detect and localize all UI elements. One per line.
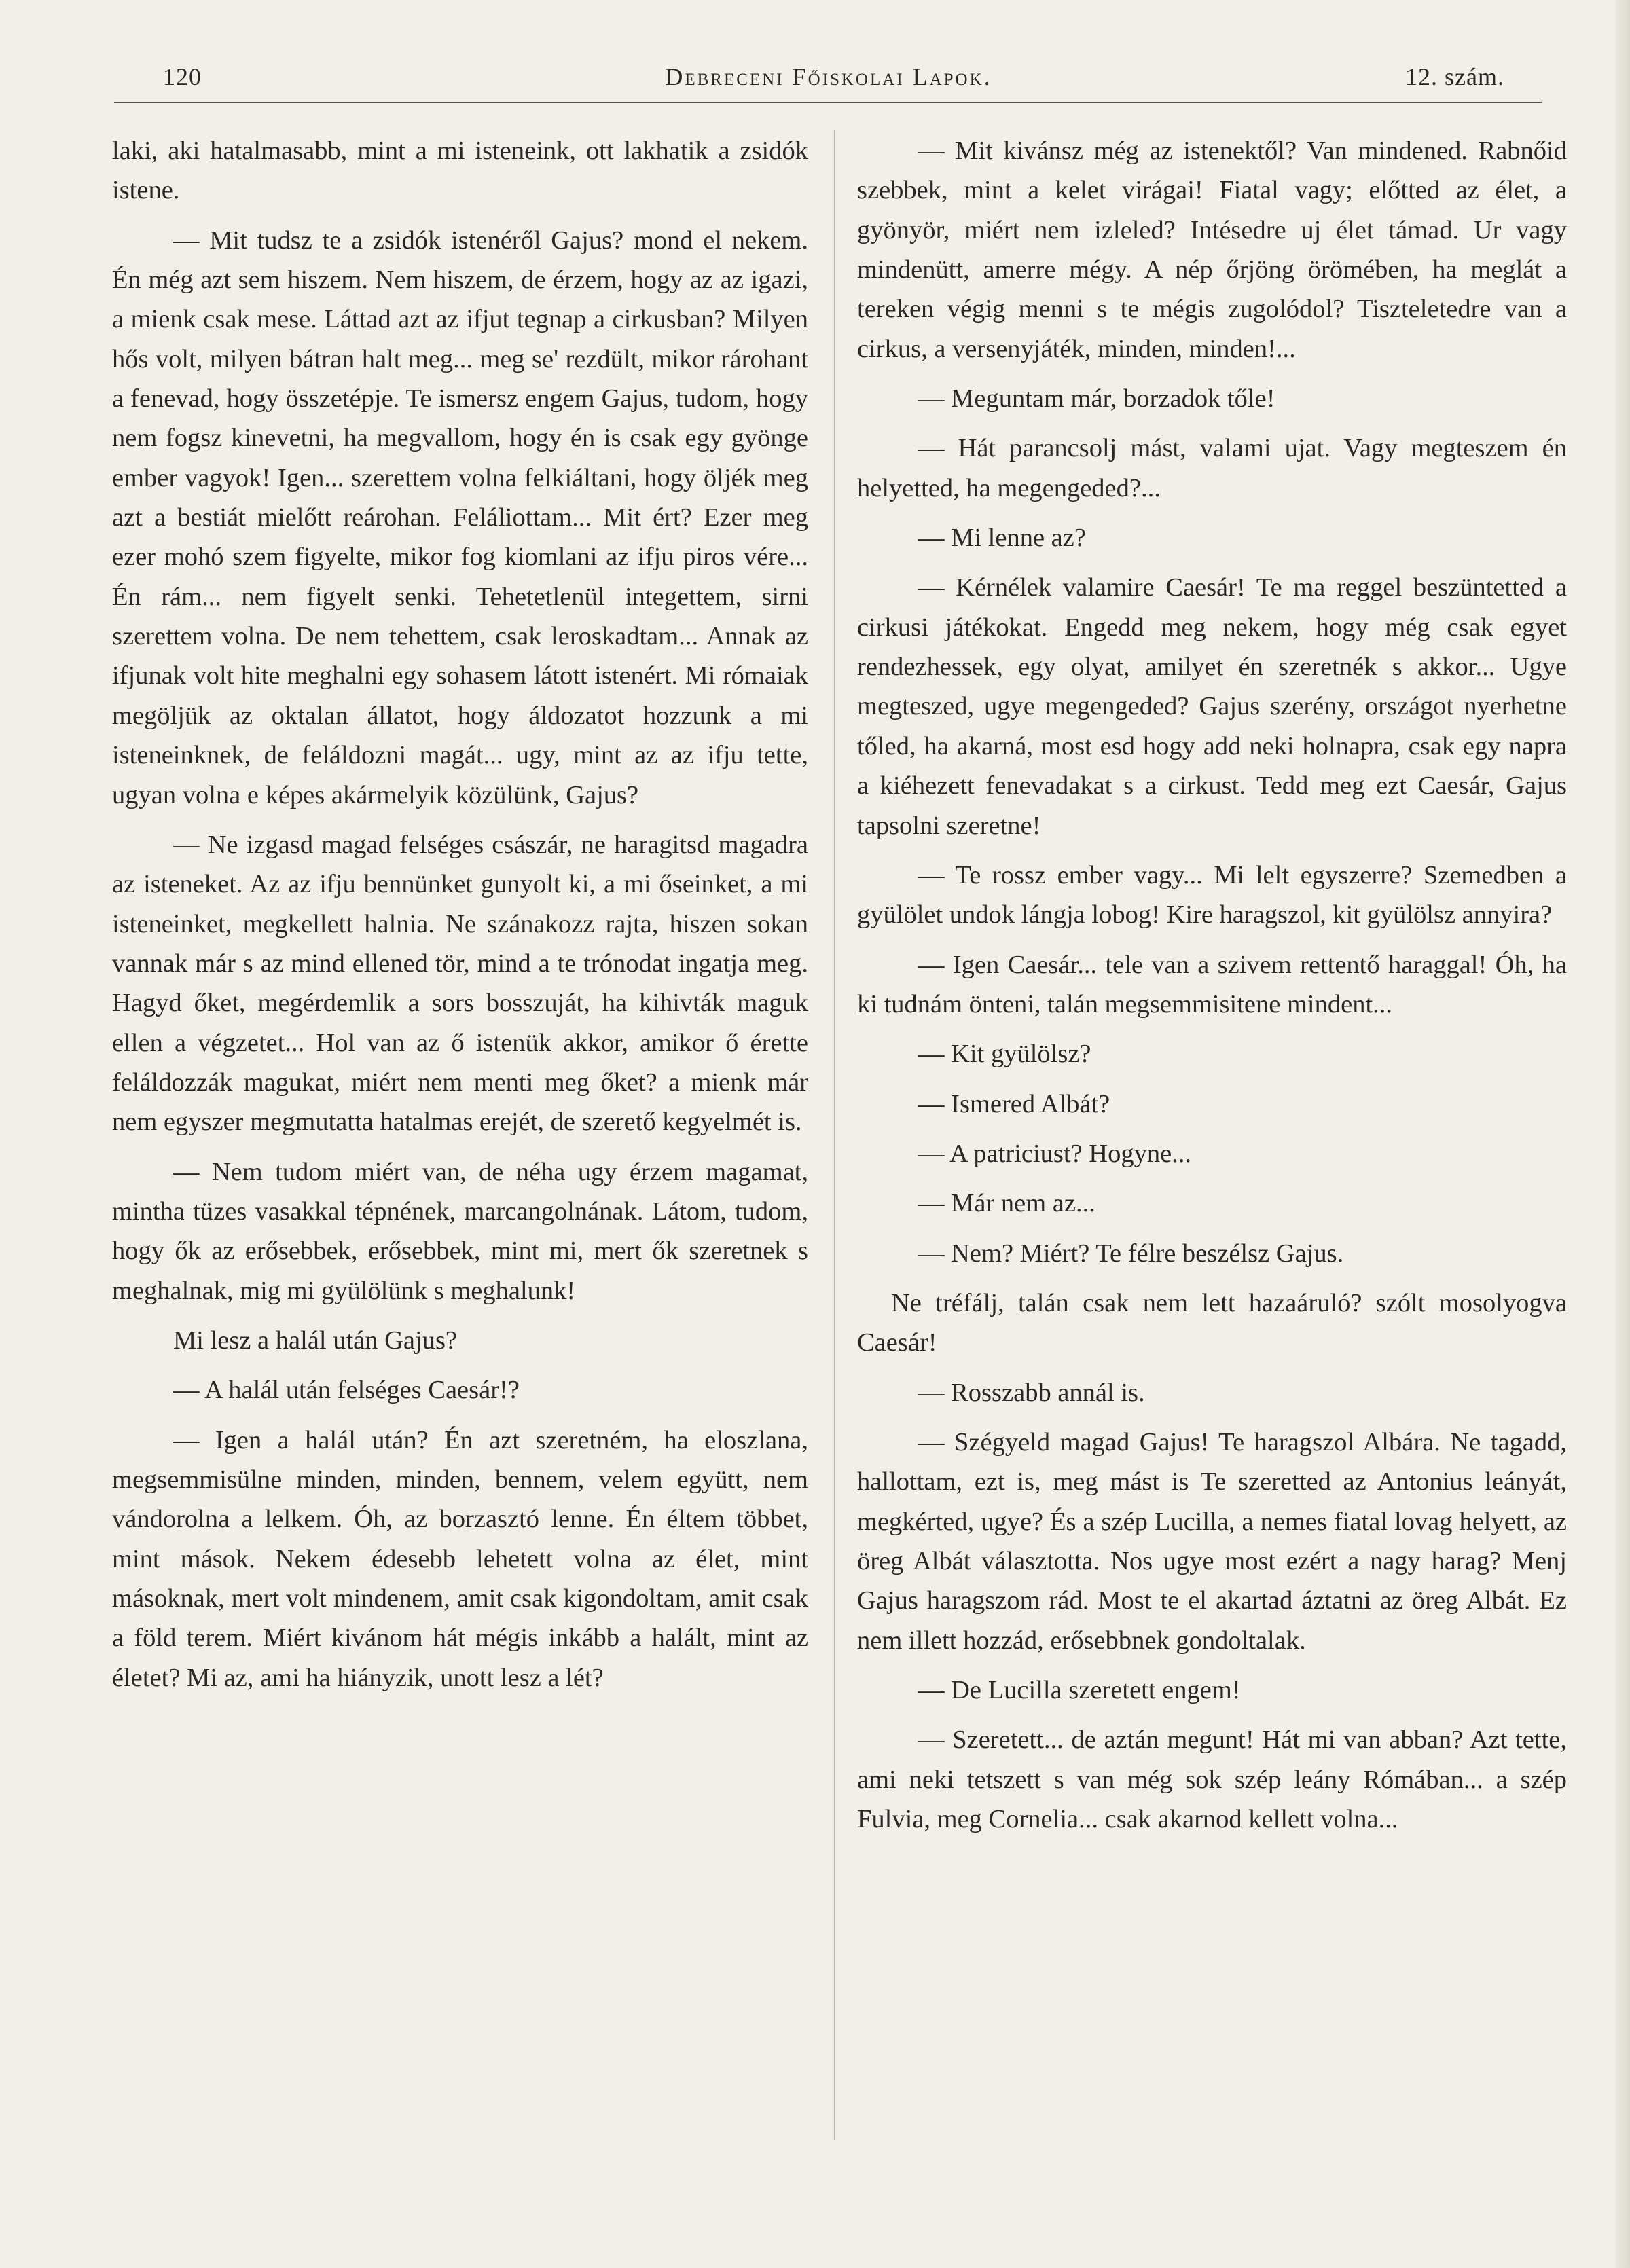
- paragraph: Ne tréfálj, talán csak nem lett hazaáruló? szólt mosolyogva Caesár!: [857, 1288, 1567, 1357]
- page-header: [112, 62, 1545, 103]
- paragraph: — Hát parancsolj mást, valami ujat. Vagy megteszem én helyetted, ha megengeded?...: [857, 434, 1567, 502]
- page-edge: [1615, 0, 1630, 2268]
- paragraph: — A patriciust? Hogyne...: [918, 1139, 1192, 1168]
- journal-title: Debreceni Főiskolai Lapok.: [665, 63, 992, 90]
- paragraph: Mi lesz a halál után Gajus?: [173, 1325, 458, 1355]
- paragraph: — Kit gyülölsz?: [918, 1040, 1091, 1069]
- paragraph: — Nem tudom miért van, de néha ugy érzem magamat, mintha tüzes vasakkal tépnének, marcangolnának. Látom, tudom, hogy ők az erősebbek, erősebbek, mint mi, mert ők szeretnek s meghalnak, mig mi gyülölünk s meghalunk!: [112, 1157, 808, 1305]
- page-number: 120: [163, 63, 202, 90]
- issue-number: 12. szám.: [1405, 63, 1504, 90]
- paragraph: — Rosszabb annál is.: [918, 1378, 1145, 1407]
- right-column: [857, 131, 1567, 1849]
- column-divider: [834, 130, 835, 2140]
- paragraph: — Ismered Albát?: [918, 1089, 1110, 1118]
- header-rule: [114, 102, 1542, 103]
- paragraph: — De Lucilla szeretett engem!: [918, 1676, 1241, 1705]
- paragraph: — Mit tudsz te a zsidók istenéről Gajus? mond el nekem. Én még azt sem hiszem. Nem hiszem, de érzem, hogy az az igazi, a mienk csak mese. Láttad azt az ifjut tegnap a cirkusban? Milyen hős volt, milyen bátran halt meg... meg se' rezdült, mikor rárohant a fenevad, hogy összetépje. Te ismersz engem Gajus, tudom, hogy nem fogsz kinevetni, ha megvallom, hogy én is csak egy gyönge ember vagyok! Igen... szerettem volna felkiáltani, hogy öljék meg azt a bestiát mielőtt reárohan. Feláliottam... Mit ért? Ezer meg ezer mohó szem figyelte, mikor fog kiomlani az ifju piros vére... Én rám... nem figyelt senki. Tehetetlenül integettem, sirni szerettem volna. De nem tehettem, csak leroskadtam... Annak az ifjunak volt hite meghalni egy sohasem látott istenért. Mi rómaiak megöljük az oktalan állatot, hogy áldozatot hozzunk a mi isteneinknek, de feláldozni magát... ugy, mint az az ifju tette, ugyan volna e képes akármelyik közülünk, Gajus?: [112, 225, 808, 809]
- paragraph: — Ne izgasd magad felséges császár, ne haragitsd magadra az isteneket. Az az ifju bennünket gunyolt ki, a mi őseinket, a mi isteneinket, megkellett halnia. Ne szánakozz rajta, hiszen sokan vannak már s az mind ellened tör, mind a te trónodat ingatja meg. Hagyd őket, megérdemlik a sors bosszuját, ha kihivták maguk ellen a végzetet... Hol van az ő istenük akkor, amikor ő érette feláldozzák magukat, miért nem menti meg őket? a mienk már nem egyszer megmutatta hatalmas erejét, de szerető kegyelmét is.: [112, 830, 808, 1137]
- paragraph: — Szégyeld magad Gajus! Te haragszol Albára. Ne tagadd, hallottam, ezt is, meg mást is Te szeretted az Antonius leányát, megkérted, ugye? És a szép Lucilla, a nemes fiatal lovag helyett, az öreg Albát választotta. Nos ugye most ezért a nagy harag? Menj Gajus haragszom rád. Most te el akartad áztatni az öreg Albát. Ez nem illett hozzád, erősebbnek gondoltalak.: [857, 1427, 1567, 1655]
- paragraph: — Te rossz ember vagy... Mi lelt egyszerre? Szemedben a gyülölet undok lángja lobog! Kire haragszol, kit gyülölsz annyira?: [857, 860, 1567, 930]
- paragraph: — Már nem az...: [918, 1189, 1095, 1218]
- paragraph: — Meguntam már, borzadok tőle!: [918, 384, 1275, 414]
- paragraph: — Mi lenne az?: [918, 524, 1086, 553]
- paragraph: — Nem? Miért? Te félre beszélsz Gajus.: [918, 1239, 1344, 1268]
- paragraph: — Igen a halál után? Én azt szeretném, ha eloszlana, megsemmisülne minden, minden, bennem, velem együtt, nem vándorolna a lelkem. Óh, az borzasztó lenne. Én éltem többet, mint mások. Nekem édesebb lehetett volna az élet, mint másoknak, mert volt mindenem, amit csak kigondoltam, amit csak a föld terem. Miért kivánom hát mégis inkább a halált, mint az életet? Mi az, ami ha hiányzik, unott lesz a lét?: [112, 1425, 808, 1692]
- paragraph: — Mit kivánsz még az istenektől? Van mindened. Rabnőid szebbek, mint a kelet virágai! Fiatal vagy; előtted az élet, a gyönyör, miért nem izleled? Intésedre uj élet támad. Ur vagy mindenütt, amerre mégy. A nép őrjöng örömében, ha meglát a tereken végig menni s te mégis zugolódol? Tiszteletedre van a cirkus, a versenyjáték, minden, minden!...: [857, 136, 1567, 363]
- paragraph: — A halál után felséges Caesár!?: [173, 1376, 520, 1405]
- paragraph: — Szeretett... de aztán megunt! Hát mi van abban? Azt tette, ami neki tetszett s van még sok szép leány Rómában... a szép Fulvia, meg Cornelia... csak akarnod kellett volna...: [857, 1725, 1567, 1834]
- paragraph: laki, aki hatalmasabb, mint a mi isteneink, ott lakhatik a zsidók istene.: [112, 136, 808, 205]
- paragraph: — Igen Caesár... tele van a szivem rettentő haraggal! Óh, ha ki tudnám önteni, talán megsemmisitene mindent...: [857, 950, 1567, 1019]
- left-column: [112, 131, 808, 1708]
- paragraph: — Kérnélek valamire Caesár! Te ma reggel beszüntetted a cirkusi játékokat. Engedd meg nekem, hogy még csak egyet rendezhessek, egy olyat, amilyet én szeretnék s akkor... Ugye megteszed, ugye megengeded? Gajus szerény, országot nyerhetne tőled, ha akarná, most esd hogy add neki holnapra, csak egy napra a kiéhezett fenevadakat s a cirkust. Tedd meg ezt Caesár, Gajus tapsolni szeretne!: [857, 573, 1567, 840]
